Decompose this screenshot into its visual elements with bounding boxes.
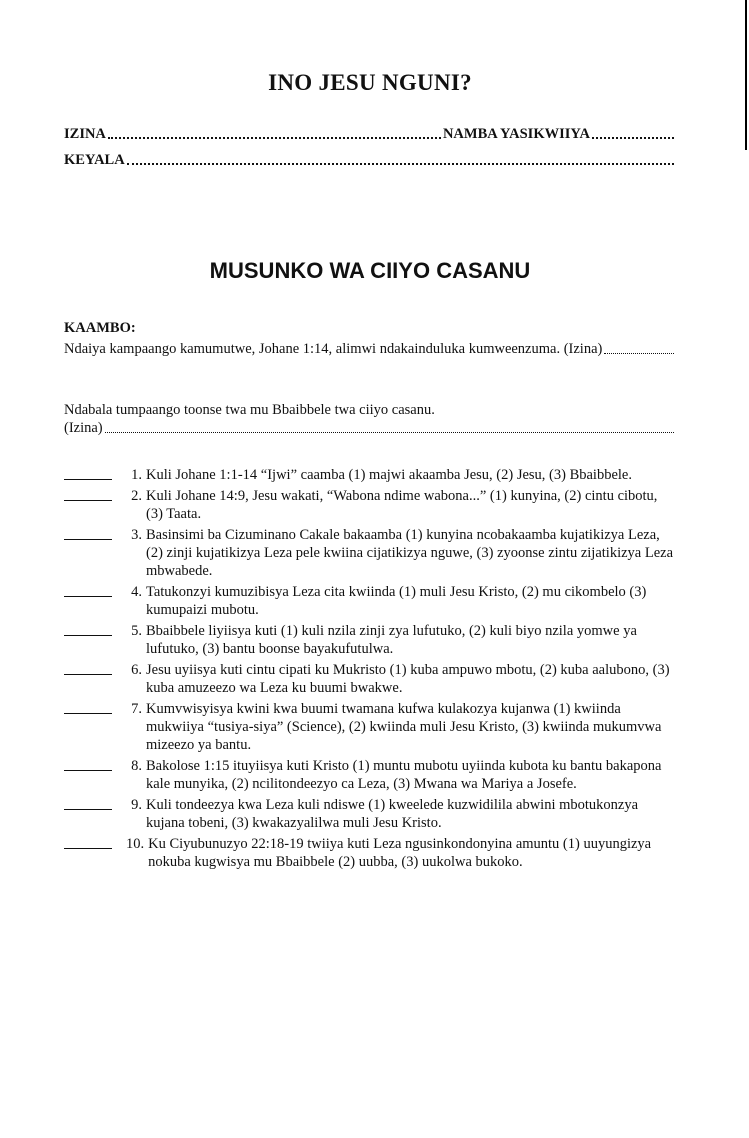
question-item — [64, 466, 676, 484]
question-number: 7. — [131, 701, 142, 717]
question-item — [64, 622, 676, 658]
question-item — [64, 583, 676, 619]
question-number: 2. — [131, 488, 142, 504]
address-field[interactable] — [127, 162, 674, 165]
answer-blank[interactable] — [64, 466, 112, 480]
question-text: Basinsimi ba Cizuminano Cakale bakaamba (1) kunyina ncobakaamba kujatikizya Leza, (2) zinji kujatikizya Leza pele kwiina cijatikizya nguwe, (3) zyoonse zintu zijatikizya Leza mbwabede. — [146, 527, 674, 579]
question-list — [64, 466, 676, 874]
question-number: 4. — [131, 584, 142, 600]
memory-verse-name-field[interactable] — [604, 352, 674, 354]
answer-blank[interactable] — [64, 622, 112, 636]
answer-blank[interactable] — [64, 583, 112, 597]
reading-name-line — [64, 419, 676, 437]
question-item — [64, 700, 676, 754]
question-item — [64, 757, 676, 793]
memory-verse-text: Ndaiya kampaango kamumutwe, Johane 1:14, alimwi ndakainduluka kumweenzuma. (Izina) — [64, 341, 603, 357]
memory-verse-paragraph — [64, 340, 676, 358]
answer-blank[interactable] — [64, 700, 112, 714]
reading-name-field[interactable] — [105, 431, 674, 433]
question-item — [64, 526, 676, 580]
lesson-title: MUSUNKO WA CIIYO CASANU — [209, 258, 531, 283]
name-number-row — [64, 126, 676, 143]
question-item — [64, 487, 676, 523]
page-edge-line — [745, 0, 747, 150]
question-text: Bbaibbele liyiisya kuti (1) kuli nzila zinji zya lufutuko, (2) kuli biyo nzila yomwe ya lufutuko, (3) bantu boonse bayakufutulwa. — [146, 623, 637, 657]
question-item — [64, 796, 676, 832]
question-text: Bakolose 1:15 ituyiisya kuti Kristo (1) muntu mubotu uyiinda kubota ku bantu bakapona kale munyika, (2) ncilitondeezyo ca Leza, (3) Mwana wa Mariya a Josefe. — [146, 758, 662, 792]
name-field[interactable] — [108, 136, 441, 139]
question-item — [64, 835, 676, 871]
question-text: Kuli Johane 1:1-14 “Ijwi” caamba (1) majwi akaamba Jesu, (2) Jesu, (3) Bbaibbele. — [146, 467, 632, 483]
memory-verse-label: KAAMBO: — [64, 320, 136, 336]
question-number: 8. — [131, 758, 142, 774]
address-label: KEYALA — [64, 152, 125, 168]
question-text: Jesu uyiisya kuti cintu cipati ku Mukristo (1) kuba ampuwo mbotu, (2) kuba aalubono, (3) kuba amuzeezo wa Leza ku buumi bwakwe. — [146, 662, 670, 696]
question-item — [64, 661, 676, 697]
answer-blank[interactable] — [64, 757, 112, 771]
address-row — [64, 152, 676, 169]
answer-blank[interactable] — [64, 796, 112, 810]
number-label: NAMBA YASIKWIIYA — [442, 126, 590, 142]
question-text: Kumvwisyisya kwini kwa buumi twamana kufwa kulakozya kujanwa (1) kwiinda mukwiiya “tusiya-siya” (Science), (2) kwiinda muli Jesu Kristo, (3) kwiinda mukumvwa mizeezo ya bantu. — [146, 701, 662, 753]
question-number: 3. — [131, 527, 142, 543]
answer-blank[interactable] — [64, 661, 112, 675]
question-text: Tatukonzyi kumuzibisya Leza cita kwiinda (1) muli Jesu Kristo, (2) mu cikombelo (3) kumupaizi mubotu. — [146, 584, 647, 618]
document-title: INO JESU NGUNI? — [268, 70, 472, 95]
question-number: 9. — [131, 797, 142, 813]
answer-blank[interactable] — [64, 835, 112, 849]
question-number: 5. — [131, 623, 142, 639]
reading-text: Ndabala tumpaango toonse twa mu Bbaibbele twa ciiyo casanu. — [64, 402, 435, 418]
number-field[interactable] — [592, 136, 674, 139]
question-number: 1. — [131, 467, 142, 483]
question-number: 6. — [131, 662, 142, 678]
name-label: IZINA — [64, 126, 106, 142]
reading-paragraph — [64, 401, 676, 437]
question-text: Ku Ciyubunuzyo 22:18-19 twiiya kuti Leza ngusinkondonyina amuntu (1) uuyungizya nokuba kugwisya mu Bbaibbele (2) uubba, (3) uukolwa bukoko. — [148, 836, 652, 870]
answer-blank[interactable] — [64, 487, 112, 501]
question-number: 10. — [126, 836, 145, 852]
question-text: Kuli Johane 14:9, Jesu wakati, “Wabona ndime wabona...” (1) kunyina, (2) cintu cibotu, (3) Taata. — [146, 488, 658, 522]
answer-blank[interactable] — [64, 526, 112, 540]
reading-name-label: (Izina) — [64, 420, 103, 436]
question-text: Kuli tondeezya kwa Leza kuli ndiswe (1) kweelede kuzwidilila abwini mbotukonzya kujana tobeni, (3) kwakazyalilwa muli Jesu Kristo. — [146, 797, 639, 831]
